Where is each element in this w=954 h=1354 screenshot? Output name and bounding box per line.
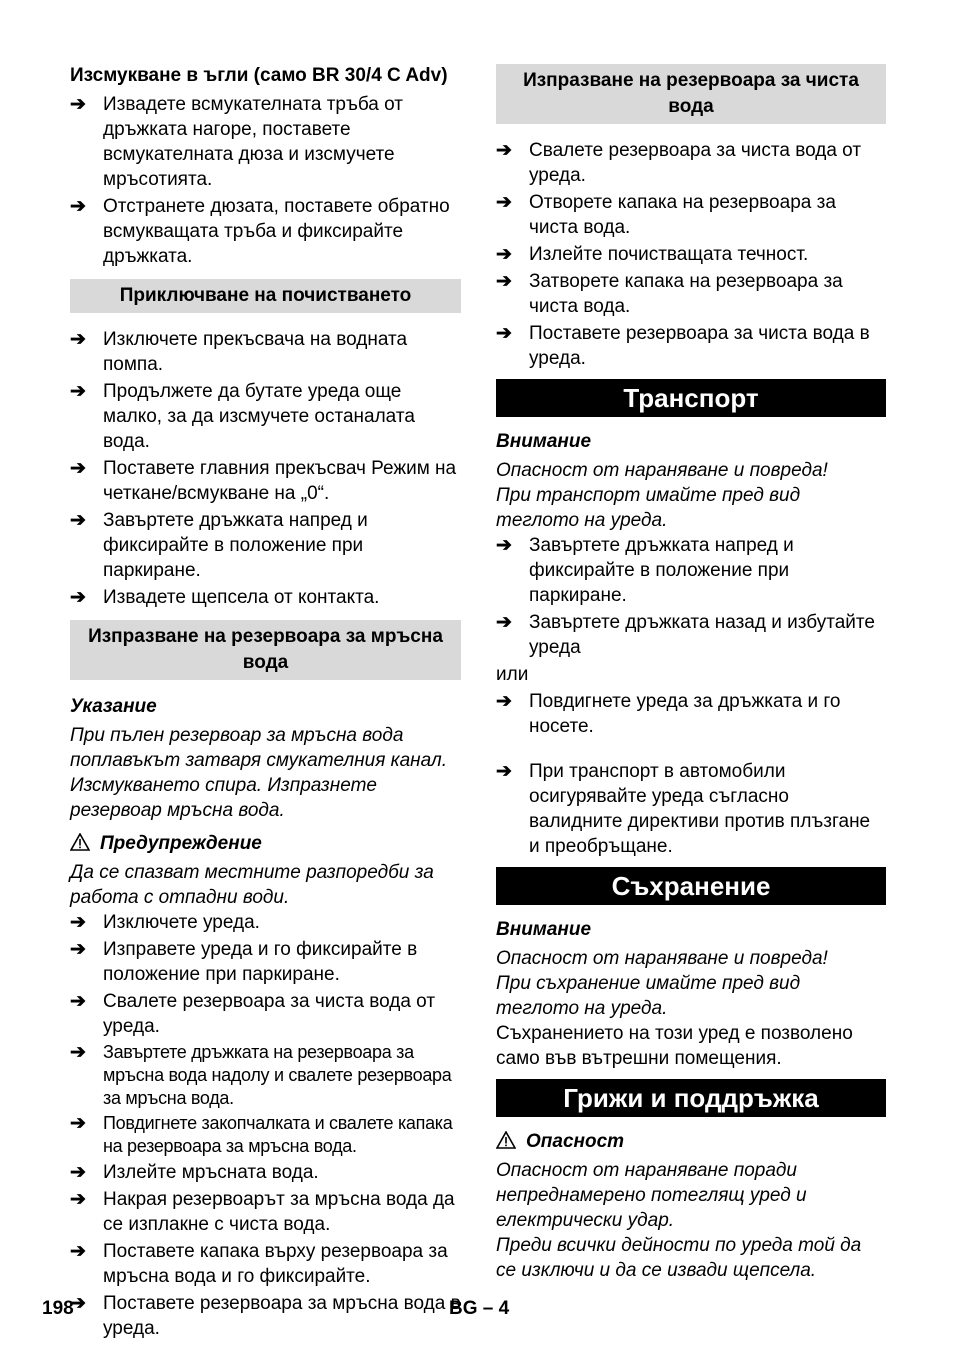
danger-title: Опасност (526, 1131, 625, 1152)
warning-text: Да се спазват местните разпоредби за работа с отпадни води. (70, 862, 434, 908)
list-item (70, 585, 461, 610)
list-item-text: Изправете уреда и го фиксирайте в положение при паркиране. (103, 939, 418, 985)
list-item (70, 194, 461, 269)
or-text: или (496, 664, 529, 685)
list-item (70, 327, 461, 377)
list-item-text: Свалете резервоара за чиста вода от уреда. (529, 140, 862, 186)
finish-cleaning-list (70, 327, 461, 610)
list-item (496, 242, 886, 267)
arrow-right-icon: ➔ (70, 1042, 86, 1063)
list-item (70, 456, 461, 506)
arrow-right-icon: ➔ (496, 271, 512, 292)
list-item-text: Завъртете дръжката на резервоара за мръсна вода надолу и свалете резервоара за мръсна вода. (103, 1042, 452, 1108)
list-item (70, 1160, 461, 1185)
arrow-right-icon: ➔ (70, 587, 86, 608)
arrow-right-icon: ➔ (496, 140, 512, 161)
spacer (496, 741, 886, 759)
list-item (70, 1291, 461, 1341)
corner-suction-heading: Изсмукване в ъгли (само BR 30/4 C Adv) (70, 65, 448, 86)
list-item-text: Завъртете дръжката назад и избутайте уреда (529, 612, 875, 658)
transport-list-b (496, 689, 886, 739)
list-item (496, 138, 886, 188)
arrow-right-icon: ➔ (496, 323, 512, 344)
list-item-text: Завъртете дръжката напред и фиксирайте в положение при паркиране. (529, 535, 794, 606)
list-item-text: Отворете капака на резервоара за чиста вода. (529, 192, 836, 238)
empty-clean-tank-heading: Изпразване на резервоара за чиста вода (496, 64, 886, 124)
list-item-text: Отстранете дюзата, поставете обратно всмукващата тръба и фиксирайте дръжката. (103, 196, 450, 267)
arrow-right-icon: ➔ (496, 535, 512, 556)
empty-dirty-tank-list (70, 910, 461, 1341)
arrow-right-icon: ➔ (70, 991, 86, 1012)
note-text: При пълен резервоар за мръсна вода поплавъкът затваря смукателния канал. Изсмукването спира. Изпразнете резервоар мръсна вода. (70, 725, 447, 821)
list-item (496, 321, 886, 371)
list-item-text: Продължете да бутате уреда още малко, за да изсмучете останалата вода. (103, 381, 415, 452)
arrow-right-icon: ➔ (70, 1241, 86, 1262)
list-item (496, 759, 886, 859)
danger-title-row (496, 1129, 886, 1154)
list-item (70, 1187, 461, 1237)
list-item-text: Свалете резервоара за чиста вода от уреда. (103, 991, 436, 1037)
storage-note-line1: Опасност от нараняване и повреда! (496, 948, 828, 969)
danger-line1: Опасност от нараняване поради непреднамерено потеглящ уред и електрически удар. (496, 1160, 807, 1231)
list-item (70, 910, 461, 935)
list-item (496, 190, 886, 240)
list-item (496, 269, 886, 319)
storage-note-title: Внимание (496, 919, 592, 940)
list-item (496, 533, 886, 608)
list-item-text: Излейте мръсната вода. (103, 1162, 319, 1183)
list-item (70, 1112, 461, 1158)
arrow-right-icon: ➔ (70, 1113, 86, 1134)
arrow-right-icon: ➔ (496, 761, 512, 782)
list-item-text: Затворете капака на резервоара за чиста вода. (529, 271, 843, 317)
transport-note-title: Внимание (496, 431, 592, 452)
arrow-right-icon: ➔ (496, 612, 512, 633)
arrow-right-icon: ➔ (70, 458, 86, 479)
arrow-right-icon: ➔ (70, 381, 86, 402)
arrow-right-icon: ➔ (70, 510, 86, 531)
arrow-right-icon: ➔ (70, 196, 86, 217)
list-item-text: Завъртете дръжката напред и фиксирайте в положение при паркиране. (103, 510, 368, 581)
page-number: 198 (42, 1298, 74, 1319)
arrow-right-icon: ➔ (70, 94, 86, 115)
care-heading: Грижи и поддръжка (496, 1079, 886, 1117)
list-item-text: Извадете щепсела от контакта. (103, 587, 380, 608)
arrow-right-icon: ➔ (496, 192, 512, 213)
arrow-right-icon: ➔ (70, 939, 86, 960)
arrow-right-icon: ➔ (70, 329, 86, 350)
list-item-text: Изключете уреда. (103, 912, 260, 933)
list-item-text: Излейте почистващата течност. (529, 244, 809, 265)
section-code: BG – 4 (449, 1298, 510, 1319)
list-item-text: При транспорт в автомобили осигурявайте уреда съгласно валидните директиви против плъзгане и преобръщане. (529, 761, 871, 857)
list-item (496, 689, 886, 739)
list-item-text: Поставете резервоара за чиста вода в уреда. (529, 323, 870, 369)
storage-note-line2: При съхранение имайте пред вид теглото на уреда. (496, 973, 801, 1019)
list-item (70, 379, 461, 454)
danger-line2: Преди всички дейности по уреда той да се изключи и да се извади щепсела. (496, 1235, 862, 1281)
list-item (70, 92, 461, 192)
arrow-right-icon: ➔ (70, 1162, 86, 1183)
list-item-text: Изключете прекъсвача на водната помпа. (103, 329, 408, 375)
arrow-right-icon: ➔ (70, 1189, 86, 1210)
list-item-text: Повдигнете уреда за дръжката и го носете. (529, 691, 841, 737)
transport-heading: Транспорт (496, 379, 886, 417)
warning-triangle-icon (496, 1131, 516, 1149)
note-title: Указание (70, 696, 157, 717)
warning-title-row (70, 831, 461, 856)
list-item-text: Поставете резервоара за мръсна вода в уреда. (103, 1293, 461, 1339)
list-item-text: Извадете всмукателната тръба от дръжката нагоре, поставете всмукателната дюза и изсмучете мръсотията. (103, 94, 403, 190)
empty-dirty-tank-heading: Изпразване на резервоара за мръсна вода (70, 620, 461, 680)
list-item (70, 989, 461, 1039)
transport-list-c (496, 759, 886, 859)
transport-list-a (496, 533, 886, 660)
list-item-text: Накрая резервоарът за мръсна вода да се изплакне с чиста вода. (103, 1189, 455, 1235)
arrow-right-icon: ➔ (70, 912, 86, 933)
warning-title: Предупреждение (100, 833, 262, 854)
transport-note-line2: При транспорт имайте пред вид теглото на уреда. (496, 485, 801, 531)
list-item (70, 508, 461, 583)
arrow-right-icon: ➔ (70, 1293, 86, 1314)
list-item (70, 937, 461, 987)
arrow-right-icon: ➔ (496, 244, 512, 265)
empty-clean-tank-list (496, 138, 886, 371)
list-item-text: Поставете капака върху резервоара за мръсна вода и го фиксирайте. (103, 1241, 448, 1287)
list-item (70, 1041, 461, 1110)
list-item-text: Поставете главния прекъсвач Режим на четкане/всмукване на „0“. (103, 458, 457, 504)
list-item (70, 1239, 461, 1289)
arrow-right-icon: ➔ (496, 691, 512, 712)
transport-note-line1: Опасност от нараняване и повреда! (496, 460, 828, 481)
storage-heading: Съхранение (496, 867, 886, 905)
list-item-text: Повдигнете закопчалката и свалете капака на резервоара за мръсна вода. (103, 1113, 453, 1156)
corner-suction-list (70, 92, 461, 269)
left-column (70, 64, 461, 1343)
storage-text: Съхранението на този уред е позволено само във вътрешни помещения. (496, 1023, 853, 1069)
warning-triangle-icon (70, 833, 90, 851)
right-column (496, 64, 886, 1283)
list-item (496, 610, 886, 660)
finish-cleaning-heading: Приключване на почистването (70, 279, 461, 313)
